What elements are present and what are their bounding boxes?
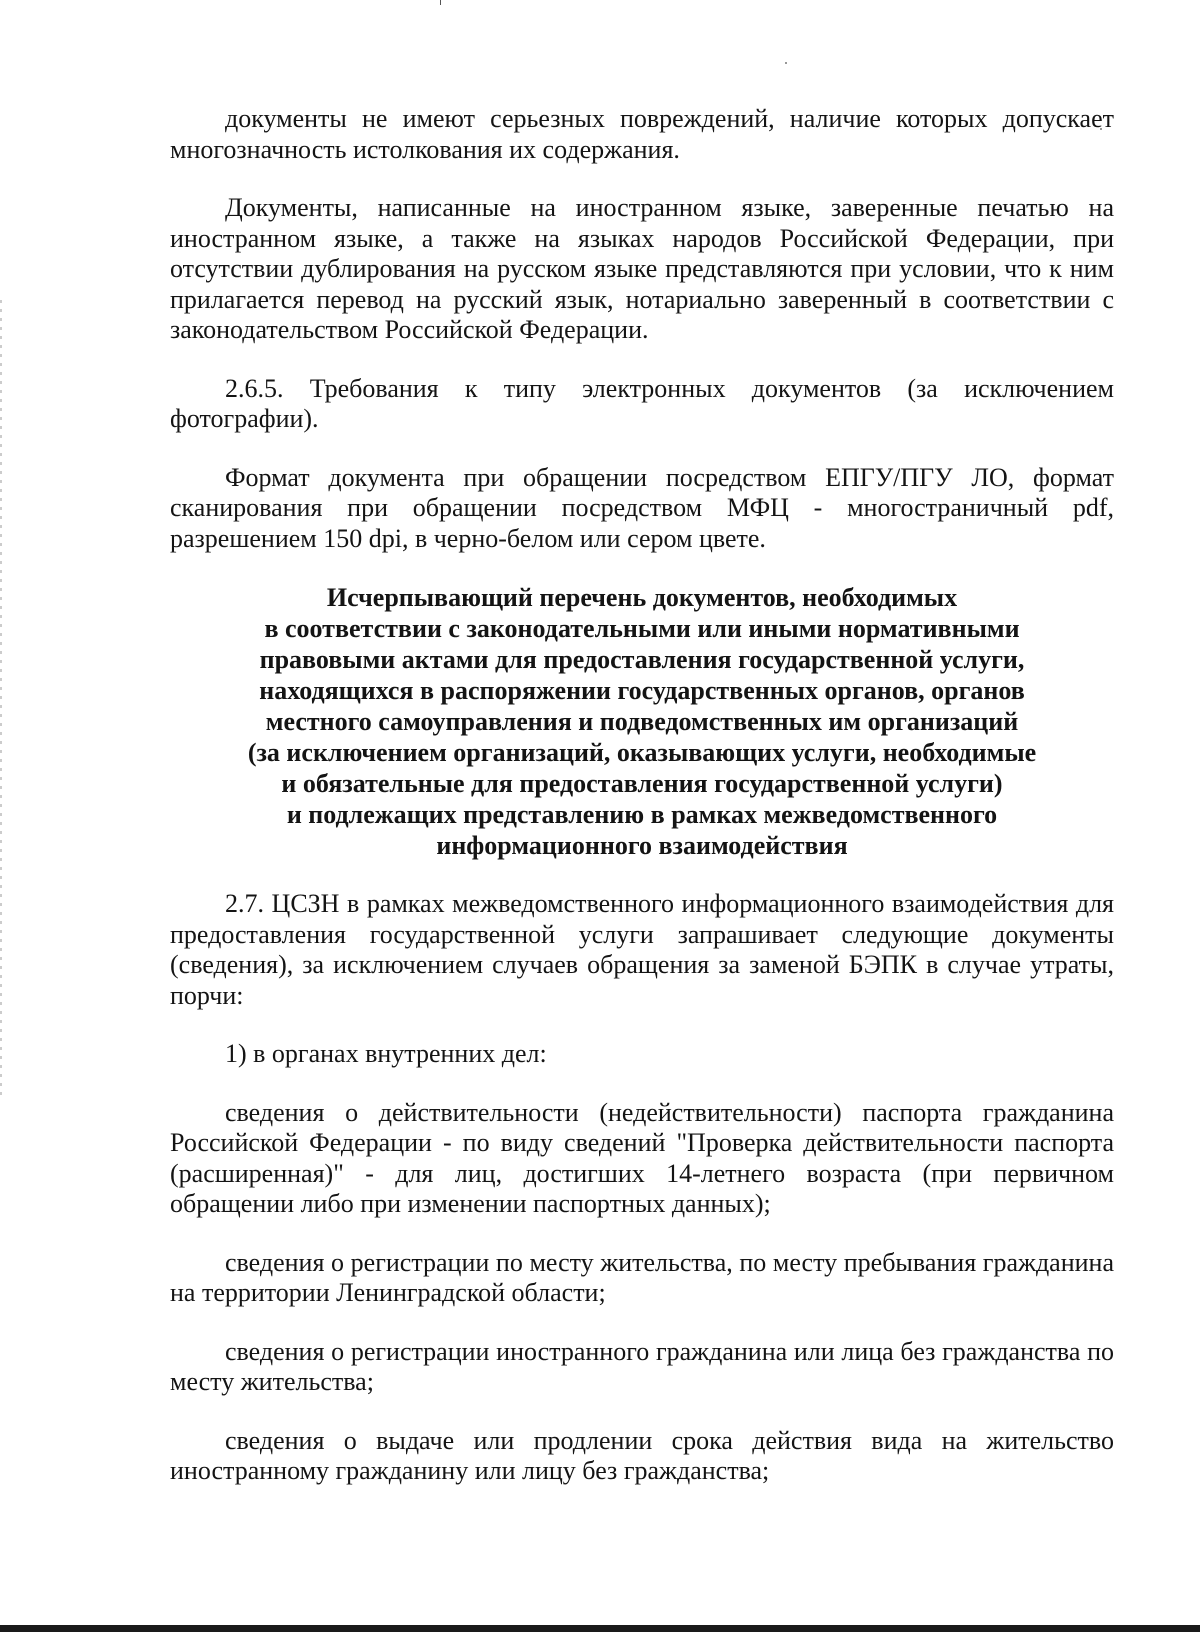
scan-edge-left bbox=[0, 300, 2, 1100]
paragraph: сведения о регистрации по месту жительства, по месту пребывания гражданина на территории Ленинградской области; bbox=[170, 1247, 1114, 1307]
heading-line: правовыми актами для предоставления государственной услуги, bbox=[259, 645, 1025, 674]
heading-line: информационного взаимодействия bbox=[436, 831, 848, 860]
section-heading bbox=[170, 582, 1114, 861]
heading-line: местного самоуправления и подведомственных им организаций bbox=[265, 707, 1019, 736]
paragraph: Документы, написанные на иностранном языке, заверенные печатью на иностранном языке, а также на языках народов Российской Федерации, при отсутствии дублирования на русском языке представляются при условии, что к ним прилагается перевод на русский язык, нотариально заверенный в соответствии с законодательством Российской Федерации. bbox=[170, 193, 1114, 344]
heading-line: Исчерпывающий перечень документов, необходимых bbox=[326, 583, 958, 612]
heading-line: и подлежащих представлению в рамках межведомственного bbox=[286, 800, 998, 829]
heading-line: (за исключением организаций, оказывающих услуги, необходимые bbox=[247, 738, 1037, 767]
paragraph: 2.7. ЦСЗН в рамках межведомственного информационного взаимодействия для предоставления государственной услуги запрашивает следующие документы (сведения), за исключением случаев обращения за заменой БЭПК в случае утраты, порчи: bbox=[170, 889, 1114, 1010]
paragraph: сведения о действительности (недействительности) паспорта гражданина Российской Федерации - по виду сведений "Проверка действительности паспорта (расширенная)" - для лиц, достигших 14-летнего возраста (при первичном обращении либо при изменении паспортных данных); bbox=[170, 1097, 1114, 1218]
paragraph: Формат документа при обращении посредством ЕПГУ/ПГУ ЛО, формат сканирования при обращении посредством МФЦ - многостраничный pdf, разрешением 150 dpi, в черно-белом или сером цвете. bbox=[170, 462, 1114, 553]
heading-line: находящихся в распоряжении государственных органов, органов bbox=[259, 676, 1025, 705]
scan-edge-bottom bbox=[0, 1625, 1200, 1632]
heading-line: в соответствии с законодательными или иными нормативными bbox=[264, 614, 1020, 643]
paragraph: 2.6.5. Требования к типу электронных документов (за исключением фотографии). bbox=[170, 373, 1114, 433]
document-page bbox=[170, 104, 1114, 1487]
paragraph: документы не имеют серьезных повреждений, наличие которых допускает многозначность истолкования их содержания. bbox=[170, 104, 1114, 164]
heading-line: и обязательные для предоставления государственной услуги) bbox=[281, 769, 1003, 798]
paragraph: 1) в органах внутренних дел: bbox=[225, 1039, 547, 1068]
paragraph: сведения о регистрации иностранного гражданина или лица без гражданства по месту жительства; bbox=[170, 1336, 1114, 1396]
scan-speck bbox=[785, 62, 787, 64]
scan-mark-top bbox=[440, 0, 441, 5]
paragraph: сведения о выдаче или продлении срока действия вида на жительство иностранному гражданину или лицу без гражданства; bbox=[170, 1425, 1114, 1485]
